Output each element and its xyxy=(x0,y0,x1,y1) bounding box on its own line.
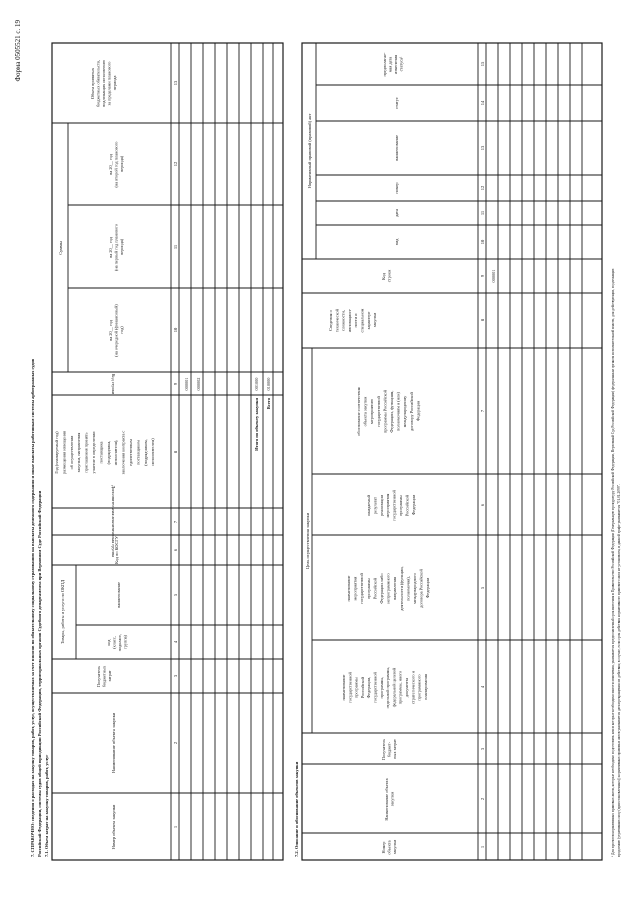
t1-header-row-code: Код строки xyxy=(111,373,116,395)
t1-header-year: Год (планируемый год) размещения извещения об осуществлении закупки, направления приглашения принять участие в определении поставщика (подрядчика, исполнителя), заключения контракта с единственным поставщиком (подрядчиком, исполнителем) xyxy=(54,430,156,475)
t2-colnum: 1 xyxy=(480,845,485,849)
t2-colnum: 8 xyxy=(480,318,485,322)
t1-header-kosgu: Код по КОСГУ xyxy=(114,536,119,564)
t1-colnum: 3 xyxy=(173,674,178,678)
t2-header-object-name: Наименование объекта закупки xyxy=(384,778,395,821)
t1-colnum: 13 xyxy=(173,80,178,86)
t2-header-row-code: Код строки xyxy=(381,269,392,283)
section-heading-line3: 7.1. Объем затрат на закупку товаров, работ, услуг xyxy=(44,754,49,857)
t2-colnum: 2 xyxy=(480,797,485,801)
t1-header-beyond-period: Объем принятых бюджетных обязательств, подлежащих исполнению за пределами планового периода xyxy=(90,60,117,108)
t1-header-sums-group: Суммы xyxy=(58,241,63,255)
t1-header-okpd-group: Товары, работы и услуги по ОКПД xyxy=(60,579,65,645)
t2-header-npa-status: статус xyxy=(394,97,399,109)
t1-header-recipient: Получатель бюджетных затрат xyxy=(96,665,112,688)
t2-colnum: 6 xyxy=(480,503,485,507)
t2-colnum: 10 xyxy=(480,239,485,245)
t1-colnum: 10 xyxy=(173,327,178,333)
t1-total-label: Итого по объекту закупки xyxy=(254,398,259,451)
t2-header-npa-type: вид xyxy=(394,238,399,246)
t2-colnum: 7 xyxy=(480,409,485,413)
t1-grand-total-code: 010000 xyxy=(266,377,271,391)
t2-colnum: 4 xyxy=(480,685,485,689)
t2-colnum: 9 xyxy=(480,274,485,278)
t1-colnum: 8 xyxy=(173,450,178,454)
footnote-line2: продлению (утративших силу (приостановленных)) нормативных правовых актов указывается дата прекращения их действия; в случае, если срок действия нормативного правового акта не установлен, в данной графе указывается "01.01.2099". xyxy=(617,483,621,857)
t2-header-expected-result: ожидаемый результат реализации мероприятия государственной программы Российской Федерации xyxy=(366,490,416,521)
t2-colnum: 13 xyxy=(480,145,485,151)
t1-header-okpd-name: наименование xyxy=(116,582,121,608)
t1-colnum: 1 xyxy=(173,825,178,829)
t2-column-numbers xyxy=(480,61,485,848)
section-heading-line1: 7. СПРАВОЧНО: сведения о расходах на закупку товаров, работ, услуг, осуществляемых за счет взносов по обязательному социальному страхованию на выплаты денежного содержания и иные выплаты работникам системы арбитражных судов xyxy=(30,358,35,857)
t1-header-sum-year1: на 20__ год (на очередной (финансовый) год) xyxy=(108,304,124,357)
t1-header-object-number: Номер объекта закупки xyxy=(111,804,116,850)
t2-colnum: 12 xyxy=(480,185,485,191)
t1-row-code-1: 000001 xyxy=(184,377,189,391)
t1-colnum: 12 xyxy=(173,161,178,167)
t1-column-numbers xyxy=(173,80,178,828)
t1-header-sum-year3: на 20__ год (на второй год планового периода) xyxy=(108,141,124,188)
t2-header-recipient: Получатель бюджет- ных затрат xyxy=(381,738,397,761)
t1-header-additional-group: Дополнительная аналитическая группа xyxy=(111,485,116,557)
t1-row-code-2: 000002 xyxy=(196,377,201,391)
table-7-1 xyxy=(52,43,283,860)
t1-colnum: 9 xyxy=(173,382,178,386)
t1-colnum: 4 xyxy=(173,640,178,644)
t2-header-activity-name: наименование мероприятия государственной программы Российской Федерации либо непрограммного направления деятельности (функции, полномочия), международного договора Российской Федерации xyxy=(346,566,431,611)
t2-colnum: 11 xyxy=(480,210,485,216)
subsection-7-2-title: 7.2. Описание и обоснование объектов закупки xyxy=(294,761,299,857)
t2-header-goal-group: Цель осуществления закупки xyxy=(305,512,310,570)
t1-total-code: 001000 xyxy=(254,377,259,391)
section-heading-line2: Российской Федерации, системы судов общей юрисдикции Российской Федерации, территориальных органов Судебного департамента при Верховном Суде Российской Федерации xyxy=(37,490,42,857)
t2-colnum: 14 xyxy=(480,100,485,106)
table-7-2 xyxy=(302,43,602,860)
t1-colnum: 11 xyxy=(173,244,178,250)
t1-colnum: 6 xyxy=(173,548,178,552)
t2-header-npa-group: Нормативный правовой (правовой) акт xyxy=(307,113,312,189)
t2-header-justification: обоснование соответствия объекта закупки мероприятию государственной программы Российской Федерации, функциям, полномочиям и (или) международному договору Российской Федерации xyxy=(356,387,421,436)
t2-header-npa-number: номер xyxy=(394,182,399,194)
t1-colnum: 5 xyxy=(173,593,178,597)
t2-header-status-change-date: предполагае- мая дата изменения статуса¹ xyxy=(382,52,404,77)
t2-header-npa-name: наименование xyxy=(394,135,399,161)
footnote-line1: ¹ Для проектов нормативных правовых актов, которые необходимо подготовить или в которые необходимо внести изменения, указывается предполагаемый срок внесения в Правительство Российской Федерации (Генеральную прокуратуру Российской Федерации, Верховный Суд Российской Федерации) федеральным органом исполнительной власти, для действующих, подлежащих xyxy=(611,268,615,857)
t2-colnum: 15 xyxy=(480,61,485,67)
t2-header-object-number: Номер объекта закупки xyxy=(381,839,397,855)
t2-header-program-name: наименование государственной программы Российской Федерации, государственной программы, отдельной программы, федеральной целевой программы, иного документа стратегического и программного планирования xyxy=(341,666,428,709)
t2-header-technical-info: Сведения о технической сложности, инновацион- ности и специальном характере закупки xyxy=(328,308,378,333)
t2-colnum: 3 xyxy=(480,747,485,751)
t1-header-object-name: Наименование объекта закупки xyxy=(111,712,116,774)
form-number: Форма 0505521 с. 19 xyxy=(14,20,22,82)
t2-colnum: 5 xyxy=(480,586,485,590)
t1-colnum: 2 xyxy=(173,741,178,745)
t2-row-code-1: 000001 xyxy=(491,269,496,283)
t1-header-sum-year2: на 20__ год (на первый год планового периода) xyxy=(108,224,124,272)
t1-header-okpd-code: код (класс, подкласс, группа) xyxy=(106,633,128,652)
t1-grand-total-label: Всего xyxy=(266,398,271,410)
t1-colnum: 7 xyxy=(173,520,178,524)
t2-header-npa-date: дата xyxy=(394,209,399,217)
